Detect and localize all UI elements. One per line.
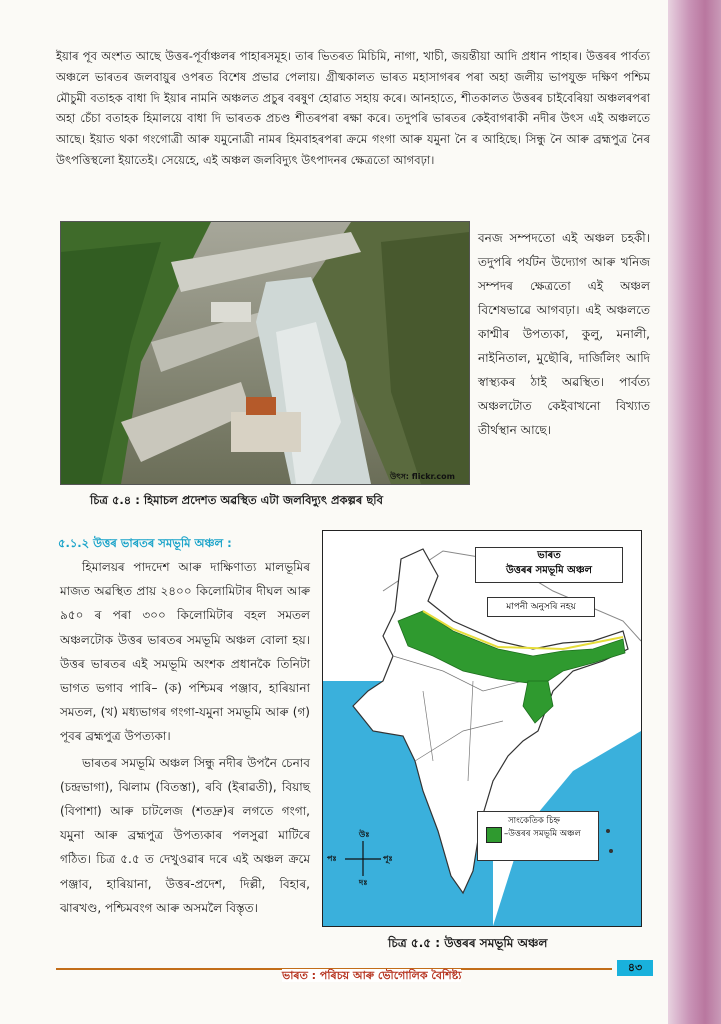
compass-south: দঃ [359, 878, 368, 887]
section-heading: ৫.১.২ উত্তৰ ভাৰতৰ সমভূমি অঞ্চল : [58, 536, 232, 550]
compass-north: উঃ [359, 830, 370, 839]
map-legend [477, 811, 599, 861]
compass-east: পূঃ [383, 854, 393, 863]
figure-caption: চিত্ৰ ৫.৪ : হিমাচল প্ৰদেশত অৱস্থিত এটা জলবিদ্যুৎ প্ৰকল্পৰ ছবি [90, 493, 383, 507]
legend-title: সাংকেতিক চিহ্ন [508, 816, 560, 826]
map-title [475, 547, 623, 583]
page-number: ৪৩ [617, 960, 653, 976]
map-scale-note: মাপনী অনুসৰি নহয় [487, 597, 595, 617]
footer-text: ভাৰত : পৰিচয় আৰু ভৌগোলিক বৈশিষ্ট্য [282, 969, 462, 982]
intro-paragraph: ইয়াৰ পূব অংশত আছে উত্তৰ-পূৰ্বাঞ্চলৰ পাহাৰসমূহ। তাৰ ভিতৰত মিচিমি, নাগা, খাচী, জয়ন্তীয়া আদি প্ৰধান পাহাৰ। উত্তৰৰ পাৰ্বত্য অঞ্চলে ভাৰতৰ জলবায়ুৰ ওপৰত বিশেষ প্ৰভাৱ পেলায়। গ্ৰীষ্মকালত ভাৰত মহাসাগৰৰ পৰা অহা জলীয় ভাপযুক্ত দক্ষিণ পশ্চিম মৌচুমী বতাহক বাধা দি ইয়াৰ নামনি অঞ্চলত প্ৰচুৰ বৰষুণ হোৱাত সহায় কৰে। আনহাতে, শীতকালত উত্তৰৰ চাইবেৰিয়া অঞ্চলৰপৰা অহা চেঁচা বতাহক হিমালয়ে বাধা দি ভাৰতক প্ৰচণ্ড শীতৰপৰা ৰক্ষা কৰে। তদুপৰি ভাৰতৰ কেইবাগৰাকী নদীৰ উৎস এই অঞ্চলতে আছে। ইয়াত থকা গংগোত্ৰী আৰু যমুনোত্ৰী নামৰ হিমবাহৰপৰা ক্ৰমে গংগা আৰু যমুনা নৈ ৰ আহিছে। সিন্ধু নৈ আৰু ব্ৰহ্মপুত্ৰ নৈৰ উৎপত্তিস্থলো ইয়াতেই। সেয়েহে, এই অঞ্চল জলবিদ্যুৎ উৎপাদনৰ ক্ষেত্ৰতো আগবঢ়া। [56, 49, 650, 167]
compass-west: পঃ [327, 854, 337, 863]
map-title-line: উত্তৰৰ সমভূমি অঞ্চল [505, 565, 593, 576]
book-edge [668, 0, 721, 1024]
legend-label: –উত্তৰৰ সমভূমি অঞ্চল [504, 829, 581, 839]
india-plains-map [322, 530, 642, 927]
legend-swatch [486, 827, 502, 843]
paragraph: হিমালয়ৰ পাদদেশ আৰু দাক্ষিণাত্য মালভূমিৰ মাজত অৱস্থিত প্ৰায় ২৪০০ কিলোমিটাৰ দীঘল আৰু ৯৫০ ৰ পৰা ৩০০ কিলোমিটাৰ বহল সমতল অঞ্চলটোক উত্তৰ ভাৰতৰ সমভূমি অঞ্চল বোলা হয়। উত্তৰ ভাৰতৰ এই সমভূমি অংশক প্ৰধানকৈ তিনিটা ভাগত ভগাব পাৰি– (ক) পশ্চিমৰ পঞ্জাব, হাৰিয়ানা সমতল, (খ) মধ্যভাগৰ গংগা-যমুনা সমভূমি আৰু (গ) পূবৰ ব্ৰহ্মপুত্ৰ উপত্যকা। [60, 560, 310, 744]
figure-caption: চিত্ৰ ৫.৫ : উত্তৰৰ সমভূমি অঞ্চল [388, 936, 548, 950]
left-column-text [60, 555, 310, 920]
photo-credit: উৎস: flickr.com [390, 472, 455, 481]
map-title-line: ভাৰত [537, 550, 561, 561]
footer-title [282, 967, 461, 986]
side-paragraph: বনজ সম্পদতো এই অঞ্চল চহকী। তদুপৰি পৰ্যটন উদ্যোগ আৰু খনিজ সম্পদৰ ক্ষেত্ৰতো এই অঞ্চল বিশেষভাৱে আগবঢ়া। এই অঞ্চলতে কাশ্মীৰ উপত্যকা, কুলু, মনালী, নাইনিতাল, মুছৌৰি, দাৰ্জিলিং আদি স্বাস্থ্যকৰ ঠাই অৱস্থিত। পাৰ্বত্য অঞ্চলটোত কেইবাখনো বিখ্যাত তীৰ্থস্থান আছে। [478, 231, 650, 437]
hydro-project-photo [60, 221, 470, 485]
paragraph: ভাৰতৰ সমভূমি অঞ্চল সিন্ধু নদীৰ উপনৈ চেনাব (চন্দ্ৰভাগা), ঝিলাম (বিতস্তা), ৰবি (ইৰাৱতী), বিয়াছ (বিপাশা) আৰু চাটলেজ (শতদ্ৰু)ৰ লগতে গংগা, যমুনা আৰু ব্ৰহ্মপুত্ৰ উপত্যকাৰ পলসুৱা মাটিৰে গঠিত। চিত্ৰ ৫.৫ ত দেখুওৱাৰ দৰে এই অঞ্চল ক্ৰমে পঞ্জাব, হাৰিয়ানা, উত্তৰ-প্ৰদেশ, দিল্লী, বিহাৰ, ঝাৰখণ্ড, পশ্চিমবংগ আৰু অসমলৈ বিস্তৃত। [60, 755, 310, 915]
